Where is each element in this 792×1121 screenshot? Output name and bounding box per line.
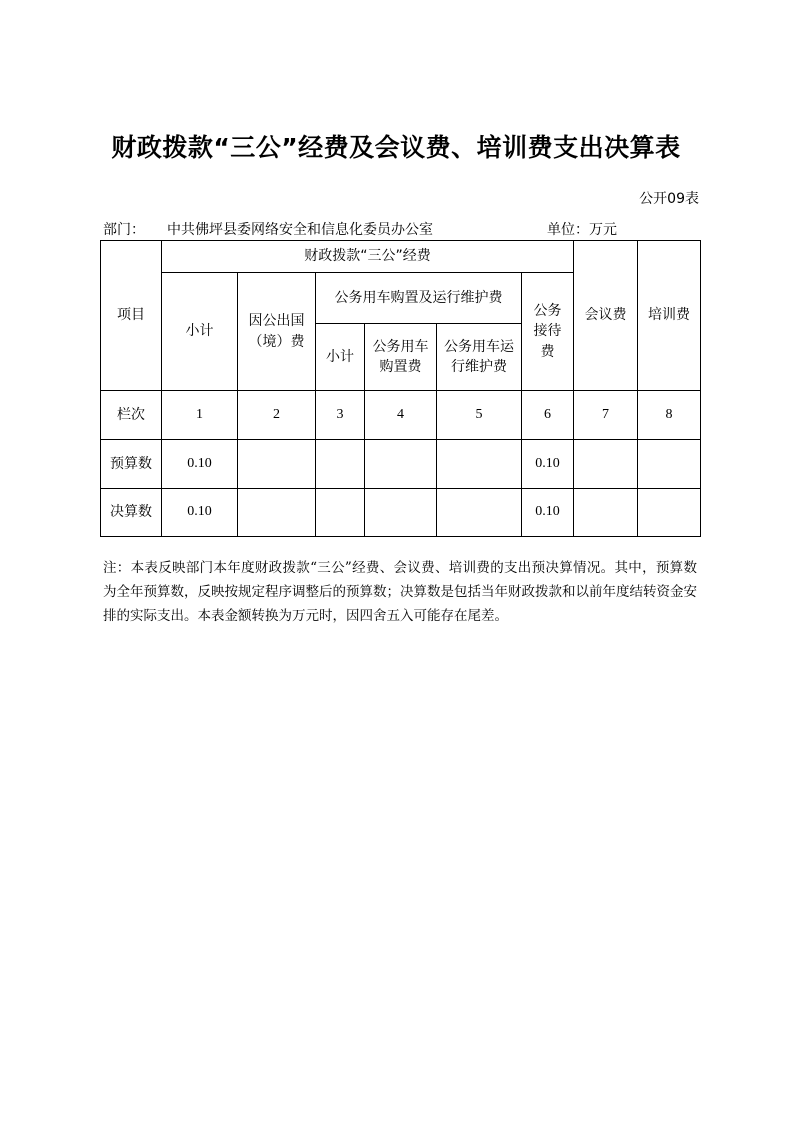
row-label: 决算数 — [101, 489, 162, 537]
table-row — [101, 440, 701, 489]
table-cell: 0.10 — [162, 489, 238, 537]
header-vehicle: 公务用车购置及运行维护费 — [316, 273, 522, 324]
header-abroad: 因公出国（境）费 — [238, 273, 316, 391]
header-three-public: 财政拨款“三公”经费 — [162, 241, 574, 273]
unit-label: 单位：万元 — [547, 222, 617, 238]
department-name: 中共佛坪县委网络安全和信息化委员办公室 — [167, 222, 433, 238]
table-cell — [437, 440, 522, 489]
table-cell: 0.10 — [162, 440, 238, 489]
table-cell: 5 — [437, 391, 522, 440]
table-cell: 6 — [522, 391, 574, 440]
footnote: 注：本表反映部门本年度财政拨款“三公”经费、会议费、培训费的支出预决算情况。其中，预算数为全年预算数，反映按规定程序调整后的预算数；决算数是包括当年财政拨款和以前年度结转资金安排的实际支出。本表金额转换为万元时，因四舍五入可能存在尾差。 — [103, 560, 697, 624]
table-cell: 0.10 — [522, 440, 574, 489]
table-cell: 0.10 — [522, 489, 574, 537]
table-cell — [437, 489, 522, 537]
table-cell — [238, 440, 316, 489]
table-row — [101, 489, 701, 537]
table-cell: 8 — [638, 391, 701, 440]
department-label: 部门： — [103, 222, 145, 238]
table-cell — [574, 489, 638, 537]
header-vehicle-purchase: 公务用车购置费 — [365, 324, 437, 391]
table-cell — [638, 489, 701, 537]
header-training: 培训费 — [638, 241, 701, 391]
table-cell: 7 — [574, 391, 638, 440]
expenditure-table — [100, 240, 701, 537]
table-cell — [365, 489, 437, 537]
form-code: 公开09表 — [639, 191, 699, 207]
row-label: 预算数 — [101, 440, 162, 489]
table-cell: 1 — [162, 391, 238, 440]
table-cell — [638, 440, 701, 489]
table-cell — [316, 489, 365, 537]
row-label: 栏次 — [101, 391, 162, 440]
table-cell — [365, 440, 437, 489]
table-cell: 2 — [238, 391, 316, 440]
header-reception: 公务接待费 — [522, 273, 574, 391]
header-vehicle-maintenance: 公务用车运行维护费 — [437, 324, 522, 391]
table-cell — [238, 489, 316, 537]
table-cell: 3 — [316, 391, 365, 440]
table-cell — [574, 440, 638, 489]
header-vehicle-subtotal: 小计 — [316, 324, 365, 391]
header-item: 项目 — [101, 241, 162, 391]
header-subtotal: 小计 — [162, 273, 238, 391]
table-cell — [316, 440, 365, 489]
header-meeting: 会议费 — [574, 241, 638, 391]
table-cell: 4 — [365, 391, 437, 440]
page-title: 财政拨款“三公”经费及会议费、培训费支出决算表 — [111, 133, 681, 162]
table-row — [101, 391, 701, 440]
